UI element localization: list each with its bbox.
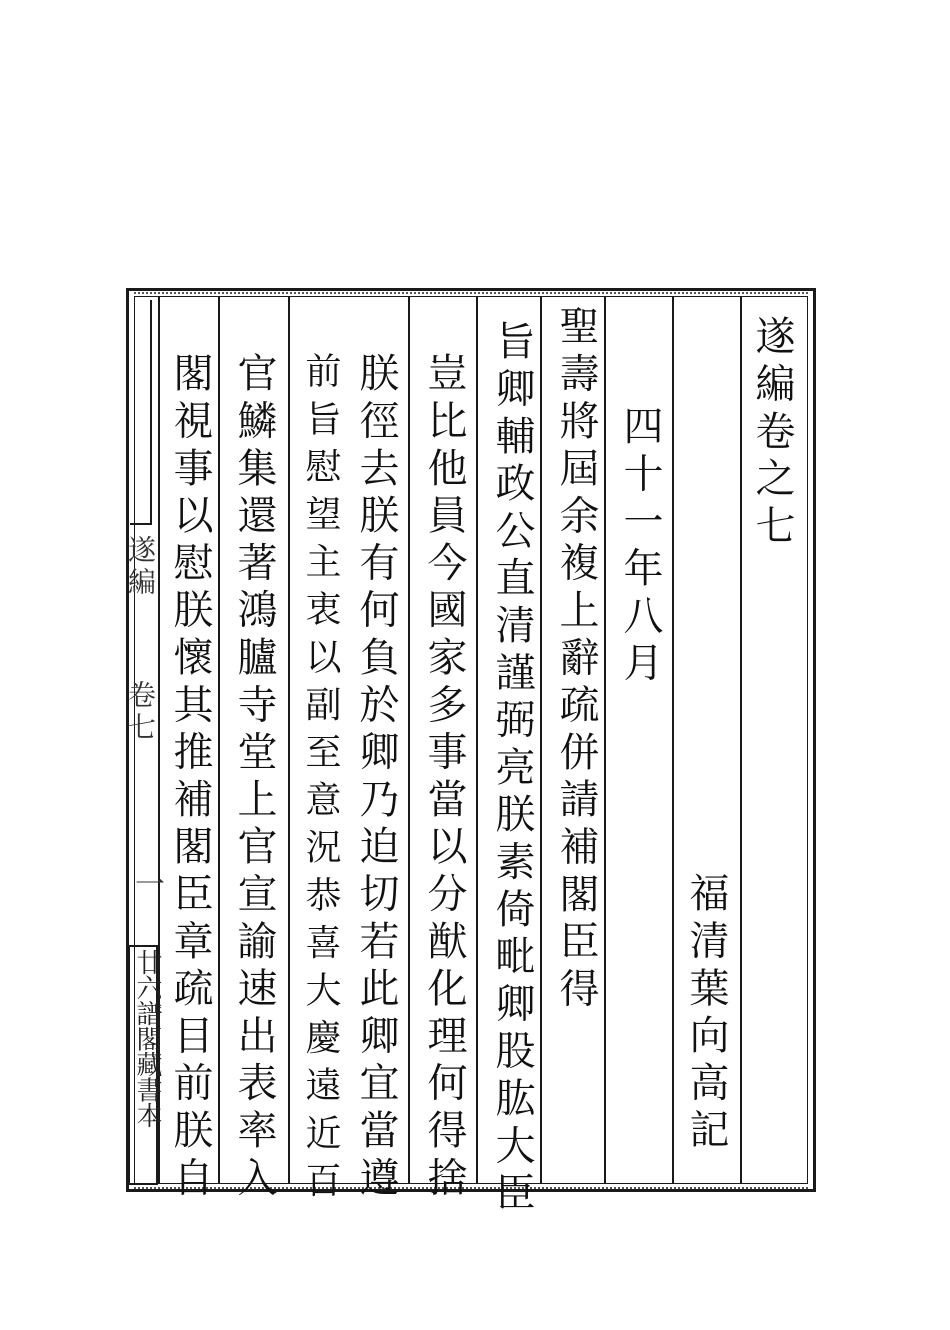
margin-bracket xyxy=(130,300,152,525)
margin-short-title: 遂編 xyxy=(124,535,157,599)
text-column-2: 旨卿輔政公直清謹弼亮朕素倚毗卿股肱大臣 xyxy=(489,320,535,1219)
edition-label: 廿六譜閣藏書本 xyxy=(132,949,162,1128)
text-column-4: 朕徑去朕有何負於卿乃迫切若此卿宜當遵 xyxy=(353,352,399,1204)
column-rule-1 xyxy=(218,296,220,1184)
column-rule-2 xyxy=(288,296,290,1184)
column-rule-4 xyxy=(476,296,478,1184)
text-column-6: 官鱗集還著鴻臚寺堂上官宣諭速出表率入 xyxy=(231,352,277,1204)
text-column-7: 閣視事以慰朕懷其推補閣臣章疏目前朕自 xyxy=(167,352,213,1204)
text-column-5: 前旨慰望主衷以副至意況恭喜大慶遠近百 xyxy=(300,352,341,1209)
margin-page-number: 一 xyxy=(129,868,164,898)
column-rule-3 xyxy=(408,296,410,1184)
date-heading: 四十一年八月 xyxy=(617,405,663,689)
column-rule-7 xyxy=(672,296,674,1184)
column-rule-5 xyxy=(540,296,542,1184)
margin-volume: 卷七 xyxy=(124,680,157,744)
column-rule-8 xyxy=(740,296,742,1184)
text-column-1: 聖壽將屆余複上辭疏併請補閣臣得 xyxy=(553,305,599,1015)
volume-title: 遂編卷之七 xyxy=(749,315,795,552)
top-border-dots xyxy=(134,292,808,294)
author-line: 福清葉向高記 xyxy=(683,872,729,1156)
column-rule-6 xyxy=(604,296,606,1184)
text-column-3: 豈比他員今國家多事當以分猷化理何得捨 xyxy=(421,352,467,1204)
